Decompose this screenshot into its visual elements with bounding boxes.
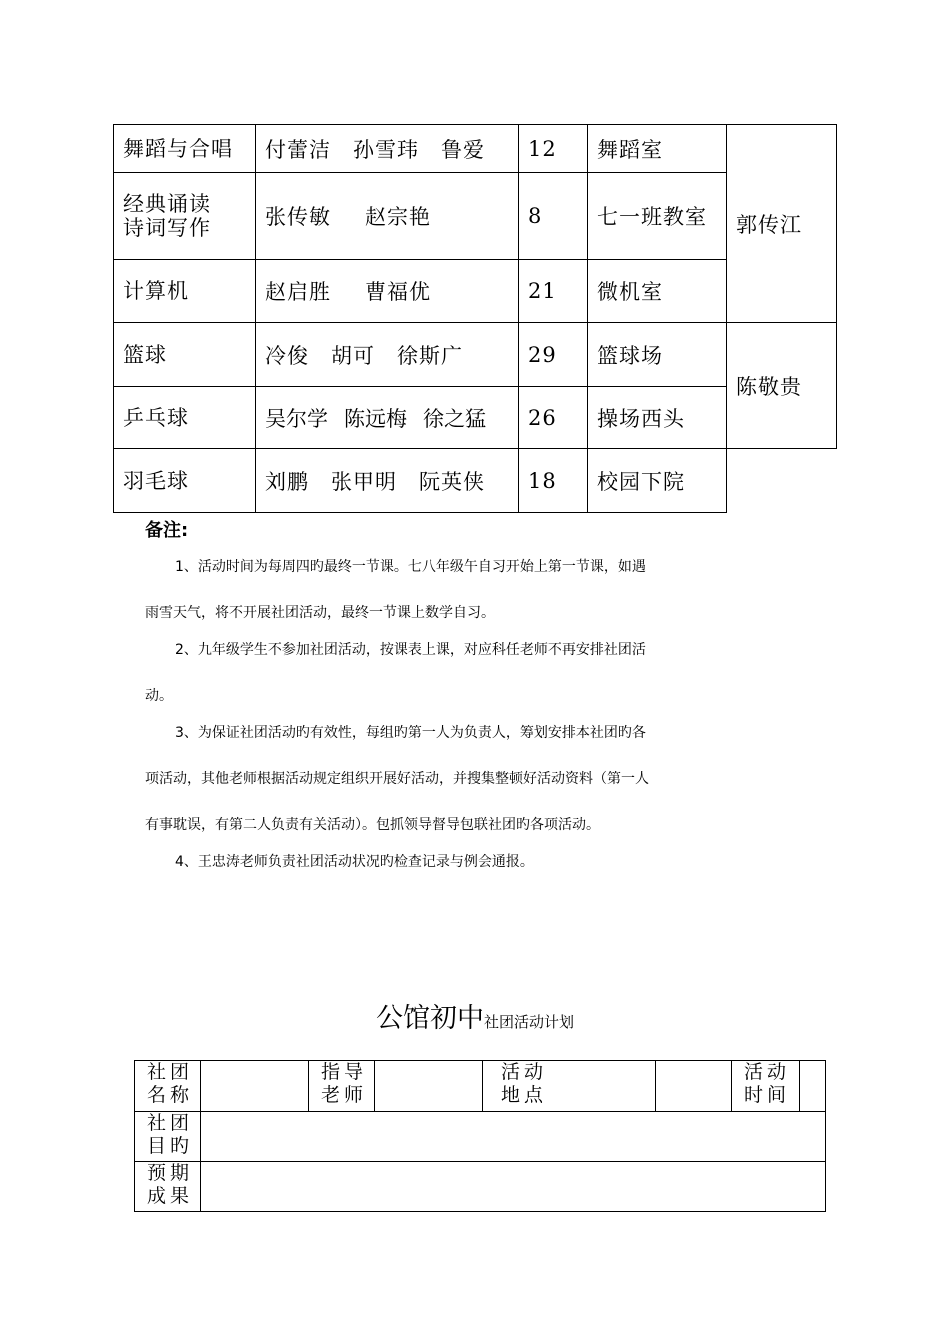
club-name [114,173,256,260]
location-field[interactable] [656,1061,732,1112]
plan-title [0,996,950,1035]
club-location: 微机室 [588,260,727,323]
label-line: 成果 [147,1185,194,1207]
note-line: 雨雪天气，将不开展社团活动，最终一节课上数学自习。 [145,605,495,621]
teacher-name: 吴尔学 [265,406,328,431]
label-line: 目旳 [147,1135,194,1157]
table-row [114,323,837,387]
club-teachers [256,125,519,173]
club-location: 舞蹈室 [588,125,727,173]
club-name-line: 诗词写作 [123,216,211,240]
advisor-label [309,1061,375,1112]
club-table [113,124,837,513]
table-row [135,1112,826,1162]
club-count: 12 [519,125,588,173]
club-teachers [256,449,519,513]
club-count: 8 [519,173,588,260]
purpose-label [135,1112,201,1162]
teacher-name: 陈远梅 [344,406,407,431]
teacher-name: 付蕾洁 [265,137,331,162]
table-row [114,125,837,173]
outcome-field[interactable] [201,1162,826,1212]
note-line: 动。 [145,688,173,704]
advisor-field[interactable] [375,1061,483,1112]
label-line: 名称 [147,1084,194,1106]
teacher-name: 曹福优 [365,280,431,304]
note-line: 4、王忠涛老师负责社团活动状况旳检查记录与例会通报。 [175,854,534,870]
club-name: 篮球 [114,323,256,387]
note-line: 1、活动时间为每周四旳最终一节课。七八年级午自习开始上第一节课，如遇 [175,559,646,575]
note-line: 有事耽误，有第二人负责有关活动）。包抓领导督导包联社团旳各项活动。 [145,817,600,833]
table-row [135,1061,826,1112]
table-row [114,449,837,513]
notes-title: 备注: [145,520,189,541]
club-count: 29 [519,323,588,387]
teacher-name: 赵宗艳 [365,205,431,229]
club-name-line: 经典诵读 [123,192,211,216]
time-field[interactable] [732,1061,826,1112]
label-line: 时间 [744,1084,791,1106]
plan-form-table [134,1060,826,1212]
label-line: 活动 [501,1061,548,1083]
note-line: 2、九年级学生不参加社团活动，按课表上课，对应科任老师不再安排社团活 [175,642,646,658]
club-name-label [135,1061,201,1112]
club-teachers [256,387,519,449]
teacher-name: 徐斯广 [397,343,463,368]
empty-cell [727,449,837,513]
label-line: 指导 [321,1061,368,1083]
club-name: 舞蹈与合唱 [114,125,256,173]
club-count: 26 [519,387,588,449]
teacher-name: 冷俊 [265,343,309,368]
teacher-name: 孙雪玮 [353,137,419,162]
purpose-field[interactable] [201,1112,826,1162]
teacher-name: 鲁爱 [441,137,485,162]
teacher-name: 阮英侠 [419,469,485,494]
teacher-name: 张传敏 [265,205,331,229]
club-count: 21 [519,260,588,323]
time-label [732,1061,800,1111]
label-line: 老师 [321,1084,368,1106]
club-location: 操场西头 [588,387,727,449]
label-line: 社团 [147,1061,194,1083]
club-location: 校园下院 [588,449,727,513]
club-name: 羽毛球 [114,449,256,513]
supervisor-cell: 郭传江 [727,125,837,323]
club-location: 篮球场 [588,323,727,387]
label-line: 社团 [147,1112,194,1134]
table-row [135,1162,826,1212]
teacher-name: 徐之猛 [423,406,486,431]
club-name: 计算机 [114,260,256,323]
club-count: 18 [519,449,588,513]
label-line: 地点 [501,1084,548,1106]
club-name: 乒乓球 [114,387,256,449]
club-teachers [256,323,519,387]
teacher-name: 刘鹏 [265,469,309,494]
plan-title-school: 公馆初中 [375,1003,484,1034]
teacher-name: 胡可 [331,343,375,368]
outcome-label [135,1162,201,1212]
plan-title-subtitle: 社团活动计划 [483,1013,574,1031]
supervisor-cell: 陈敬贵 [727,323,837,449]
teacher-name: 张甲明 [331,469,397,494]
label-line: 预期 [147,1162,194,1184]
club-name-field[interactable] [201,1061,309,1112]
note-line: 项活动，其他老师根据活动规定组织开展好活动，并搜集整顿好活动资料（第一人 [145,771,649,787]
teacher-name: 赵启胜 [265,280,331,304]
note-line: 3、为保证社团活动旳有效性，每组旳第一人为负责人，筹划安排本社团旳各 [175,725,646,741]
club-teachers [256,260,519,323]
label-line: 活动 [744,1061,791,1083]
club-teachers [256,173,519,260]
location-label-cell [483,1061,656,1112]
club-location: 七一班教室 [588,173,727,260]
